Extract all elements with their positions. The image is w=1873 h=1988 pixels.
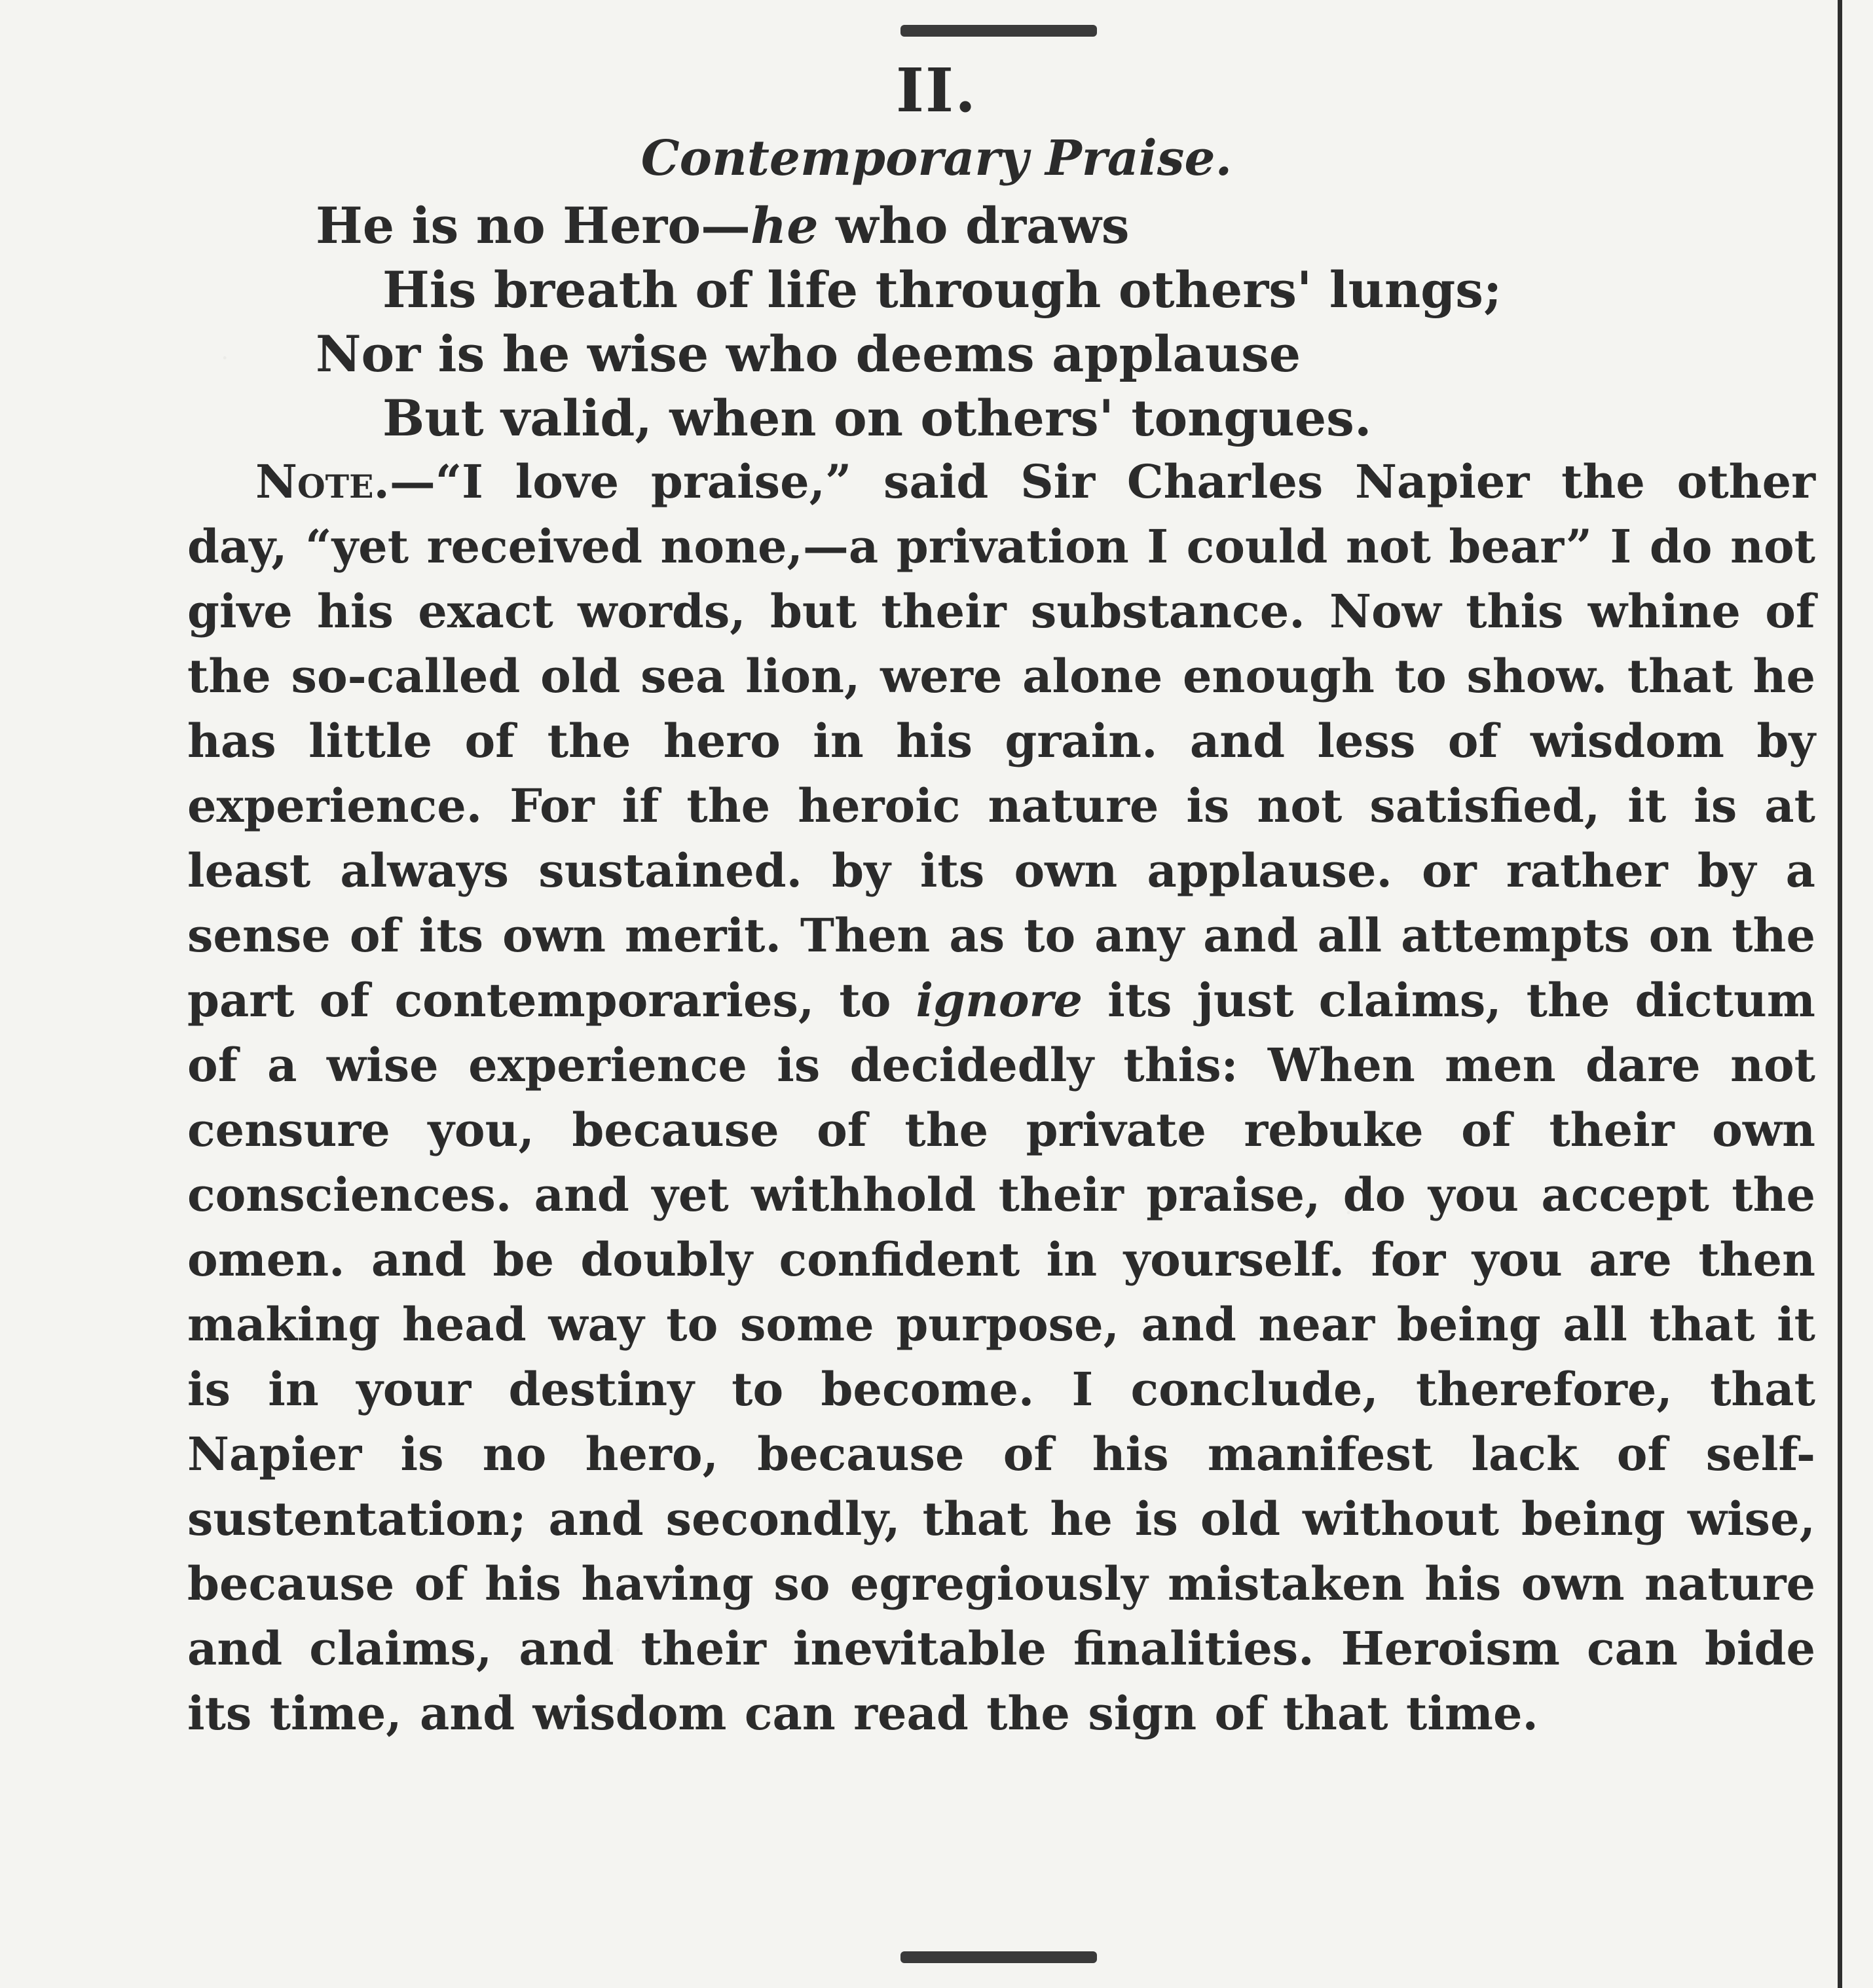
poem-line-2-text: His breath of life through others' lungs; <box>382 261 1502 319</box>
poem-line-2 <box>382 258 1502 322</box>
note-italic-word: ignore <box>916 973 1083 1027</box>
bottom-divider <box>900 1951 1097 1963</box>
poem-line-4-text: But valid, when on others' tongues. <box>382 389 1372 447</box>
poem-line-1 <box>316 194 1130 258</box>
poem-line-1-before: He is no Hero— <box>316 196 751 255</box>
poem-line-3 <box>316 322 1301 386</box>
note-body <box>187 449 1815 1746</box>
note-text-before-italic: —“I love praise,” said Sir Charles Napier the other day, “yet received none,—a privation I could not bear” I do not give his exact words, but their substance. Now this whine of the so-called old sea lion, were alone enough to show. that he has little of the hero in his grain. and less of wisdom by experience. For if the heroic nature is not satisfied, it is at least always sustained. by its own applause. or rather by a sense of its own merit. Then as to any and all attempts on the part of contemporaries, to <box>187 454 1815 1027</box>
poem-line-1-italic: he <box>751 196 819 255</box>
section-number: II. <box>895 55 978 126</box>
top-divider <box>900 25 1097 37</box>
note-paragraph <box>187 449 1815 1746</box>
poem-line-3-text: Nor is he wise who deems applause <box>316 325 1301 383</box>
poem-line-4 <box>382 386 1371 451</box>
note-text-after-italic: its just claims, the dictum of a wise experience is decidedly this: When men dare not censure you, because of the private rebuke of their own consciences. and yet withhold their praise, do you accept the omen. and be doubly confident in yourself. for you are then making head way to some purpose, and near being all that it is in your destiny to become. I conclude, therefore, that Napier is no hero, because of his manifest lack of self-sustentation; and secondly, that he is old without being wise, because of his having so egregiously mistaken his own nature and claims, and their inevitable finalities. Heroism can bide its time, and wisdom can read the sign of that time. <box>187 973 1815 1740</box>
poem-line-1-after: who draws <box>818 196 1130 255</box>
note-label: Note. <box>255 454 390 509</box>
column-rule <box>1838 0 1842 1988</box>
section-title: Contemporary Praise. <box>640 130 1233 187</box>
